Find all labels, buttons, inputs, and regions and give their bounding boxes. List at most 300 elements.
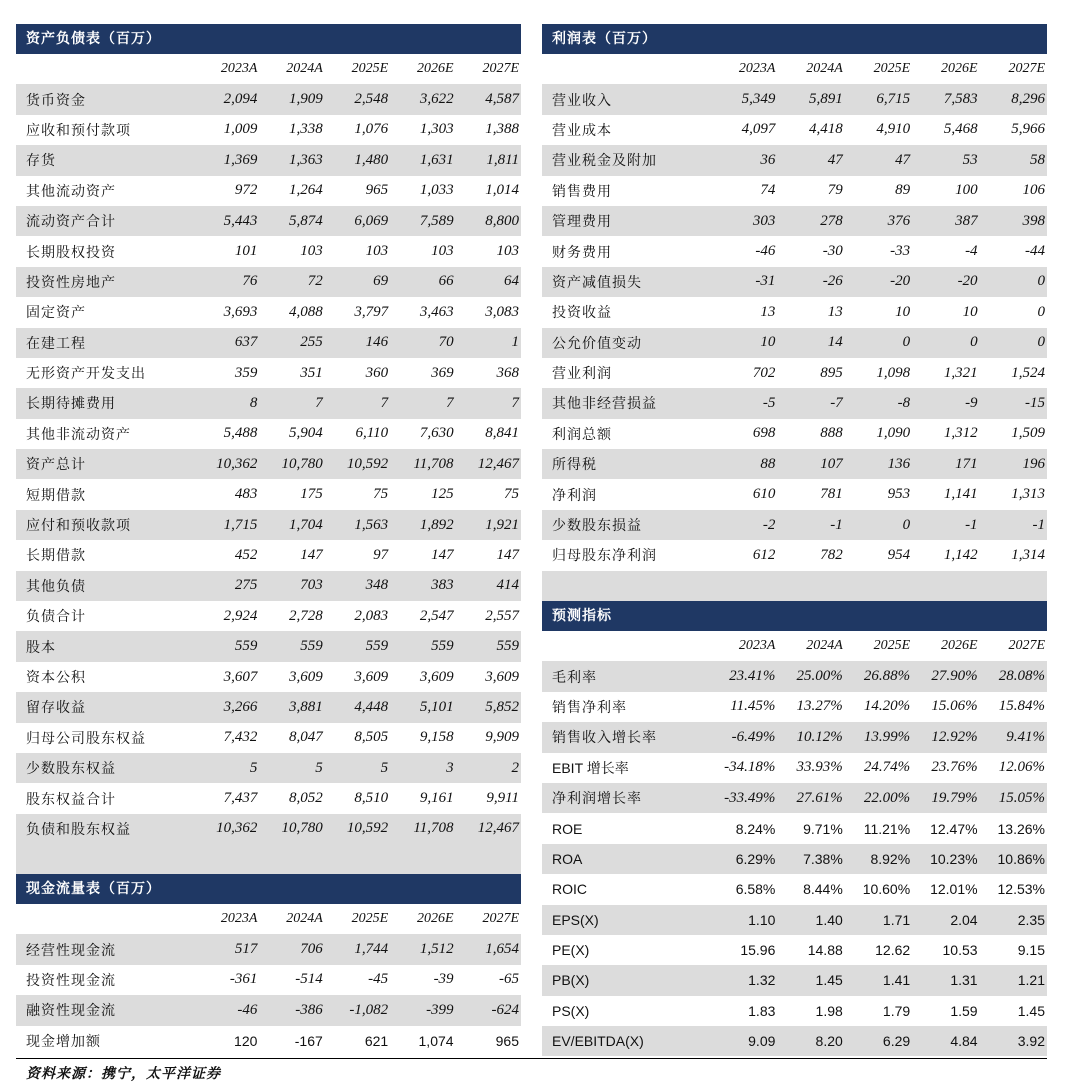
row-value: 9.09	[710, 1026, 777, 1056]
row-label: 固定资产	[26, 305, 86, 322]
row-value: 75	[504, 486, 519, 503]
balance-sheet-table	[16, 54, 521, 844]
row-label: 净利润增长率	[542, 783, 710, 813]
row-value: 1,631	[390, 145, 455, 175]
income-statement-table	[542, 54, 1047, 571]
row-value: 9.41%	[980, 722, 1047, 752]
table-row	[16, 753, 521, 783]
row-value: 10.60%	[862, 881, 911, 898]
row-value: 1,921	[456, 510, 521, 540]
row-label: PS(X)	[552, 1002, 590, 1019]
row-value: 14.20%	[863, 698, 911, 715]
row-label: 其他非经营损益	[542, 388, 710, 418]
row-value: 7,630	[419, 425, 454, 442]
table-row	[542, 540, 1047, 570]
year-header-cell: 2025E	[351, 911, 389, 927]
row-value: 70	[390, 328, 455, 358]
row-value: 1,369	[194, 145, 259, 175]
row-value: 965	[365, 182, 389, 199]
row-label: 留存收益	[16, 692, 194, 722]
table-row	[542, 722, 1047, 752]
row-value: 12,467	[456, 814, 521, 844]
row-value: 12.47%	[930, 820, 978, 837]
table-row	[542, 236, 1047, 266]
row-value: 75	[373, 486, 389, 503]
row-value: 9,909	[485, 729, 519, 746]
row-value: 10.23%	[912, 844, 979, 874]
row-value: 10	[895, 303, 911, 320]
row-value: 888	[820, 425, 843, 442]
row-label: 利润总额	[552, 426, 612, 443]
row-label: 短期借款	[26, 487, 86, 504]
row-value: 1,363	[259, 145, 324, 175]
row-label: 资产总计	[16, 449, 194, 479]
row-value: 103	[365, 243, 389, 260]
table-row	[16, 1026, 521, 1056]
row-value: 702	[752, 364, 776, 381]
row-value: 171	[912, 449, 979, 479]
table-row	[16, 510, 521, 540]
row-label: 股本	[16, 631, 194, 661]
table-row	[542, 965, 1047, 995]
row-value: 1.21	[980, 965, 1047, 995]
row-value: 27.61%	[777, 783, 844, 813]
row-value: 2,548	[325, 84, 390, 114]
row-value: 10,592	[325, 814, 390, 844]
table-row	[16, 479, 521, 509]
row-value: 14	[777, 328, 844, 358]
income-statement-spacer	[542, 571, 1047, 601]
row-label: PE(X)	[552, 942, 590, 959]
row-value: 8,047	[289, 729, 323, 746]
row-value: 368	[496, 364, 519, 381]
income-statement-panel	[542, 24, 1047, 601]
row-value: 7,437	[223, 790, 258, 807]
table-row	[16, 540, 521, 570]
table-row	[16, 267, 521, 297]
row-value: 4,418	[809, 121, 843, 138]
row-value: 15.05%	[980, 783, 1047, 813]
row-value: 3,609	[354, 668, 389, 685]
row-value: 97	[373, 546, 389, 563]
row-value: 8	[194, 388, 259, 418]
table-row	[542, 874, 1047, 904]
row-value: 5,443	[194, 206, 259, 236]
row-value: 9,158	[419, 729, 454, 746]
row-value: 10,780	[259, 449, 324, 479]
row-value: 612	[752, 546, 776, 563]
table-row	[542, 935, 1047, 965]
row-label: 销售收入增长率	[542, 722, 710, 752]
table-row	[16, 297, 521, 327]
row-value: 703	[259, 571, 324, 601]
source-note: 资料来源：携宁，太平洋证券	[26, 1066, 221, 1082]
income-statement-title: 利润表（百万）	[542, 24, 1047, 54]
row-value: -33	[890, 243, 911, 260]
row-value: 5,468	[943, 121, 978, 138]
row-label: 经营性现金流	[16, 934, 194, 964]
row-value: 7	[259, 388, 324, 418]
row-label: 销售费用	[552, 183, 612, 200]
row-value: 1,509	[1011, 425, 1045, 442]
row-value: 706	[259, 934, 324, 964]
balance-sheet-panel	[16, 24, 521, 875]
row-value: 13.27%	[796, 698, 843, 715]
row-value: 10.86%	[980, 844, 1047, 874]
row-value: 10.53	[942, 942, 978, 959]
row-label: 销售净利率	[552, 699, 627, 716]
row-value: 9,911	[486, 790, 519, 807]
row-value: 954	[887, 546, 911, 563]
row-value: -15	[980, 388, 1047, 418]
row-label: 其他负债	[16, 571, 194, 601]
table-row	[542, 388, 1047, 418]
row-value: 4,088	[289, 303, 323, 320]
table-row	[542, 661, 1047, 691]
row-value: 147	[300, 546, 323, 563]
row-label: 长期待摊费用	[16, 388, 194, 418]
table-row	[16, 84, 521, 114]
table-row	[542, 328, 1047, 358]
row-value: 1.41	[845, 965, 912, 995]
row-value: 1.59	[950, 1002, 978, 1019]
row-value: 1.45	[1017, 1002, 1045, 1019]
row-value: 3,797	[354, 303, 389, 320]
row-value: -44	[1025, 243, 1045, 260]
table-row	[16, 419, 521, 449]
table-row	[16, 236, 521, 266]
row-value: 3,607	[223, 668, 258, 685]
table-row	[16, 115, 521, 145]
row-value: 1,312	[943, 425, 978, 442]
source-divider	[16, 1058, 1047, 1059]
row-label: 无形资产开发支出	[26, 366, 146, 383]
year-header-cell: 2024A	[286, 911, 323, 927]
row-value: 3,463	[419, 303, 454, 320]
row-value: 0	[845, 328, 912, 358]
row-label: 应收和预付款项	[26, 122, 131, 139]
row-value: 1,098	[876, 364, 911, 381]
row-value: 2	[456, 753, 521, 783]
row-value: 5,966	[1011, 121, 1045, 138]
row-value: 255	[259, 328, 324, 358]
row-value: 376	[845, 206, 912, 236]
year-header-row	[542, 54, 1047, 84]
row-value: 10,592	[325, 449, 390, 479]
row-value: 1,563	[325, 510, 390, 540]
row-value: -31	[710, 267, 777, 297]
row-value: 1.45	[777, 965, 844, 995]
row-value: 3,609	[419, 668, 454, 685]
row-value: 8.44%	[803, 881, 843, 898]
row-value: 23.76%	[931, 759, 978, 776]
year-header-cell: 2023A	[738, 61, 776, 77]
year-header-cell: 2027E	[1008, 638, 1045, 654]
table-row	[16, 934, 521, 964]
row-value: 125	[431, 486, 454, 503]
row-label: 负债和股东权益	[16, 814, 194, 844]
table-row	[542, 1026, 1047, 1056]
row-label: EBIT 增长率	[552, 759, 629, 776]
row-label: ROA	[542, 844, 710, 874]
row-value: 1,524	[1011, 364, 1045, 381]
row-value: 10.12%	[777, 722, 844, 752]
row-label: 投资性房地产	[16, 267, 194, 297]
row-label: PB(X)	[542, 965, 710, 995]
row-value: 3,881	[259, 692, 324, 722]
row-value: -30	[822, 243, 843, 260]
table-row	[542, 479, 1047, 509]
table-row	[16, 723, 521, 753]
row-value: 66	[390, 267, 455, 297]
row-value: 4,097	[741, 121, 776, 138]
row-value: 965	[495, 1032, 519, 1049]
row-label: 投资性现金流	[26, 972, 116, 989]
year-header-blank	[16, 54, 194, 84]
row-value: 2,557	[485, 607, 519, 624]
row-value: 8.92%	[845, 844, 912, 874]
year-header-cell: 2023A	[738, 638, 776, 654]
row-value: 0	[845, 510, 912, 540]
row-value: 88	[710, 449, 777, 479]
table-row	[16, 995, 521, 1025]
row-value: 100	[955, 182, 978, 199]
row-label: 存货	[16, 145, 194, 175]
table-row	[542, 813, 1047, 843]
row-label: 融资性现金流	[16, 995, 194, 1025]
table-row	[542, 145, 1047, 175]
row-value: 8,800	[456, 206, 521, 236]
table-row	[542, 115, 1047, 145]
table-row	[542, 358, 1047, 388]
year-header-cell: 2025E	[873, 61, 911, 77]
row-value: 12.53%	[997, 881, 1045, 898]
row-value: 23.41%	[710, 661, 777, 691]
row-value: 1	[456, 328, 521, 358]
row-value: 28.08%	[980, 661, 1047, 691]
row-value: 359	[234, 364, 258, 381]
row-value: 0	[912, 328, 979, 358]
row-value: -1	[980, 510, 1047, 540]
row-value: 5,904	[289, 425, 323, 442]
row-label: 营业成本	[552, 122, 612, 139]
row-value: 14.88	[807, 942, 843, 959]
row-value: 1,321	[943, 364, 978, 381]
table-row	[16, 965, 521, 995]
table-row	[16, 783, 521, 813]
year-header-cell: 2026E	[941, 61, 978, 77]
row-value: 12.06%	[998, 759, 1045, 776]
row-value: 74	[760, 182, 776, 199]
row-value: 2,083	[354, 607, 389, 624]
row-value: 1,480	[325, 145, 390, 175]
row-value: 10,362	[194, 449, 259, 479]
row-value: 1,142	[943, 546, 978, 563]
row-value: -39	[433, 971, 454, 988]
row-label: 应付和预收款项	[16, 510, 194, 540]
row-label: ROE	[552, 820, 583, 837]
table-row	[16, 206, 521, 236]
row-value: 69	[325, 267, 390, 297]
row-value: 103	[300, 243, 323, 260]
row-value: 275	[194, 571, 259, 601]
table-row	[16, 449, 521, 479]
row-value: 0	[980, 328, 1047, 358]
row-label: 营业利润	[552, 366, 612, 383]
table-row	[542, 419, 1047, 449]
row-value: -386	[259, 995, 324, 1025]
row-value: 64	[456, 267, 521, 297]
table-row	[542, 297, 1047, 327]
table-row	[16, 692, 521, 722]
row-value: 0	[1037, 303, 1045, 320]
row-value: 72	[259, 267, 324, 297]
table-row	[542, 692, 1047, 722]
row-value: 3.92	[980, 1026, 1047, 1056]
row-value: 517	[194, 934, 259, 964]
row-value: 1.31	[912, 965, 979, 995]
row-value: -624	[456, 995, 521, 1025]
row-value: 12.01%	[930, 881, 978, 898]
row-value: 483	[234, 486, 258, 503]
row-value: 5,874	[259, 206, 324, 236]
row-value: 4,910	[876, 121, 911, 138]
row-value: 7,589	[390, 206, 455, 236]
row-value: 3,693	[223, 303, 258, 320]
row-value: 1,264	[289, 182, 323, 199]
row-label: 公允价值变动	[542, 328, 710, 358]
year-header-cell: 2024A	[806, 61, 843, 77]
row-value: 5,891	[777, 84, 844, 114]
row-value: 1,014	[485, 182, 519, 199]
row-value: 5	[325, 753, 390, 783]
year-header-blank	[542, 54, 710, 84]
row-label: 长期借款	[26, 548, 86, 565]
row-value: 8.20	[777, 1026, 844, 1056]
row-value: 147	[496, 546, 519, 563]
row-value: -20	[912, 267, 979, 297]
row-label: 其他非流动资产	[26, 426, 131, 443]
row-value: 7,432	[223, 729, 258, 746]
table-row	[542, 844, 1047, 874]
row-value: 25.00%	[777, 661, 844, 691]
row-value: 6.29	[845, 1026, 912, 1056]
row-value: 414	[456, 571, 521, 601]
table-row	[16, 662, 521, 692]
year-header-cell: 2024A	[286, 61, 323, 77]
row-value: -65	[499, 971, 519, 988]
year-header-row	[16, 54, 521, 84]
row-label: 营业收入	[542, 84, 710, 114]
row-value: 360	[365, 364, 389, 381]
row-value: -8	[845, 388, 912, 418]
row-label: 流动资产合计	[16, 206, 194, 236]
year-header-cell: 2026E	[417, 61, 454, 77]
row-value: 7.38%	[777, 844, 844, 874]
row-value: 1.79	[882, 1002, 911, 1019]
row-value: 3,609	[485, 668, 519, 685]
row-value: 53	[912, 145, 979, 175]
row-value: -20	[845, 267, 912, 297]
row-label: 营业税金及附加	[542, 145, 710, 175]
row-value: 22.00%	[845, 783, 912, 813]
row-value: 11.21%	[863, 820, 911, 837]
row-value: -46	[194, 995, 259, 1025]
row-value: 1,303	[419, 121, 454, 138]
row-label: 净利润	[552, 487, 597, 504]
row-value: 1.98	[815, 1002, 843, 1019]
row-value: 5	[194, 753, 259, 783]
row-value: 781	[820, 486, 843, 503]
row-value: 120	[234, 1032, 258, 1049]
row-label: EPS(X)	[542, 905, 710, 935]
row-value: 559	[194, 631, 259, 661]
row-label: 股东权益合计	[26, 791, 116, 808]
table-row	[16, 601, 521, 631]
row-value: 15.96	[740, 942, 776, 959]
row-value: 136	[845, 449, 912, 479]
row-value: 106	[1022, 182, 1045, 199]
row-value: 1,141	[943, 486, 978, 503]
row-value: 953	[887, 486, 911, 503]
row-value: 76	[194, 267, 259, 297]
row-value: -1	[912, 510, 979, 540]
row-value: 1,388	[485, 121, 519, 138]
row-value: 3,266	[194, 692, 259, 722]
row-value: 12.62	[875, 942, 911, 959]
row-value: 8,841	[485, 425, 519, 442]
row-value: -514	[295, 971, 323, 988]
row-value: 27.90%	[912, 661, 979, 691]
row-value: 1,090	[876, 425, 911, 442]
row-label: 投资收益	[552, 305, 612, 322]
year-header-cell: 2027E	[482, 911, 519, 927]
row-value: 9.15	[1017, 942, 1045, 959]
balance-sheet-title: 资产负债表（百万）	[16, 24, 521, 54]
row-value: 15.84%	[998, 698, 1045, 715]
row-value: 1,512	[390, 934, 455, 964]
row-value: 7	[390, 388, 455, 418]
row-value: 8,296	[980, 84, 1047, 114]
cash-flow-title: 现金流量表（百万）	[16, 874, 521, 904]
row-value: 10	[962, 303, 978, 320]
row-value: 175	[300, 486, 323, 503]
table-row	[16, 358, 521, 388]
row-value: 9.71%	[803, 820, 843, 837]
row-value: 5,101	[390, 692, 455, 722]
row-value: 26.88%	[845, 661, 912, 691]
table-row	[542, 783, 1047, 813]
year-header-row	[542, 631, 1047, 661]
row-value: -9	[912, 388, 979, 418]
row-value: 11.45%	[730, 698, 776, 715]
row-value: 11,708	[390, 449, 455, 479]
row-value: 13	[760, 303, 776, 320]
row-value: -1,082	[325, 995, 390, 1025]
row-label: 管理费用	[542, 206, 710, 236]
row-value: -2	[710, 510, 777, 540]
row-value: 47	[845, 145, 912, 175]
row-label: 毛利率	[542, 661, 710, 691]
cash-flow-table	[16, 904, 521, 1056]
balance-sheet-spacer	[16, 844, 521, 874]
table-row	[16, 814, 521, 844]
row-value: 1,009	[223, 121, 258, 138]
table-row	[542, 267, 1047, 297]
year-header-blank	[16, 904, 194, 934]
row-value: 1,074	[418, 1032, 454, 1049]
row-value: 972	[234, 182, 258, 199]
